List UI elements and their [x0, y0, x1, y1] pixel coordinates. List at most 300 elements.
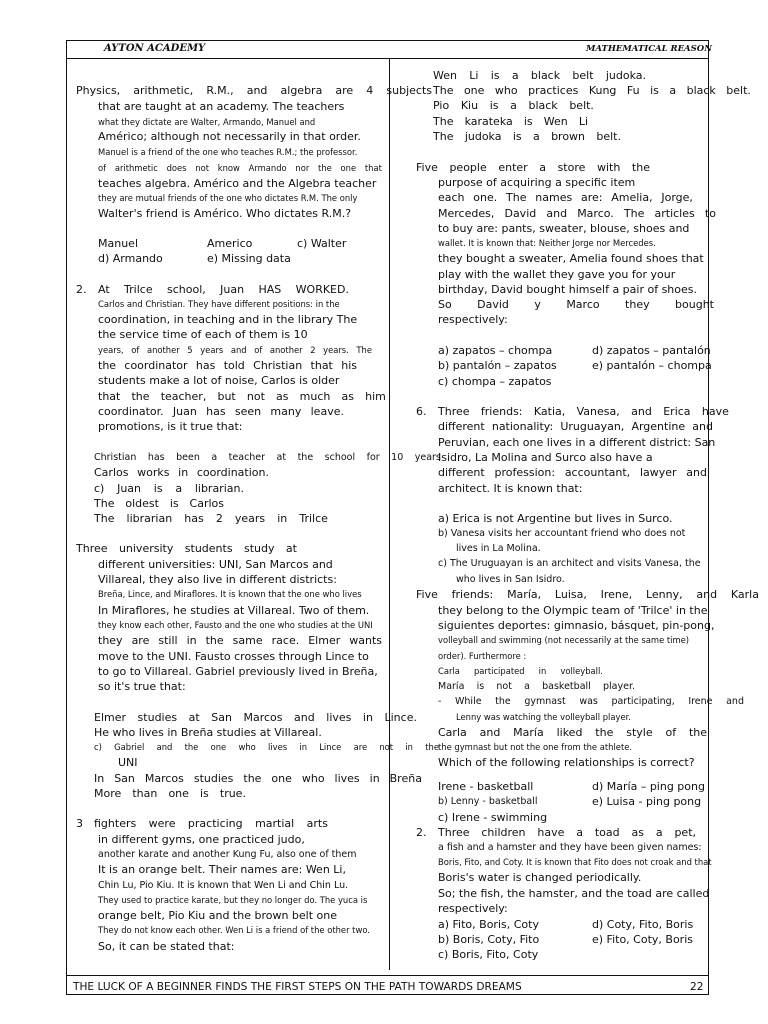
problem-1-line: they are mutual friends of the one who dictates R.M. The only [98, 193, 358, 203]
word: who [494, 84, 518, 97]
word: practices [528, 84, 579, 97]
word: black [530, 69, 561, 82]
word: The [433, 84, 454, 97]
word: seen [234, 405, 262, 418]
word: subjects [386, 84, 432, 97]
problem-8-line [438, 826, 696, 839]
word: player. [602, 681, 635, 692]
header-academy-name: AYTON ACADEMY [104, 43, 206, 54]
problem-2-line [98, 390, 386, 403]
problem-2-line: promotions, is it true that: [98, 420, 243, 433]
word: in [277, 512, 288, 525]
word: volleyball. [560, 666, 603, 676]
word: Armando [248, 163, 287, 173]
word: students [184, 542, 233, 555]
word: brown [551, 130, 586, 143]
problem-2-line [98, 359, 357, 372]
problem-5-line: birthday, David bought himself a pair of shoes. [438, 283, 698, 296]
word: one [210, 742, 227, 752]
word: Fu [626, 84, 640, 97]
problem-5-line: purpose of acquiring a specific item [438, 176, 636, 189]
answer-option: Irene - basketball [438, 780, 534, 793]
word: the [205, 634, 224, 647]
header-section-title: MATHEMATICAL REASON [586, 44, 712, 54]
word: arithmetic [114, 163, 158, 173]
clue-item: a) Erica is not Argentine but lives in Surco. [438, 512, 673, 525]
word: the [631, 161, 650, 174]
word: Carlos [94, 466, 129, 479]
word: at [285, 542, 297, 555]
problem-1-line [76, 84, 432, 97]
answer-option: d) zapatos – pantalón [592, 344, 711, 357]
word: librarian [126, 512, 173, 525]
word: The [94, 512, 115, 525]
problem-2-line: Carlos and Christian. They have different positions: in the [98, 299, 340, 309]
word: study [243, 542, 275, 555]
word: coordinator. [98, 405, 164, 418]
word: Katia, [533, 405, 566, 418]
word: they [625, 298, 650, 311]
answer-option [94, 741, 439, 754]
word: the [495, 696, 511, 707]
word: The [433, 130, 454, 143]
clue-item: Lenny was watching the volleyball player. [456, 712, 631, 722]
word: Christian [253, 359, 303, 372]
answer-option: e) Fito, Coty, Boris [592, 933, 693, 946]
problem-5-line: respectively: [438, 313, 508, 326]
problem-5-line: they bought a sweater, Amelia found shoes that [438, 252, 704, 265]
word: teacher [228, 452, 266, 463]
word: Mercedes, [438, 207, 495, 220]
problem-3-line: Villareal, they also live in different districts: [98, 573, 337, 586]
word: The [506, 191, 527, 204]
word: in [186, 634, 197, 647]
word: and [294, 711, 315, 724]
word: Lince. [384, 711, 417, 724]
problem-number: 2. [76, 283, 87, 296]
answer-option [433, 84, 751, 97]
problem-3-line: different universities: UNI, San Marcos and [98, 558, 333, 571]
answer-option: a) Fito, Boris, Coty [438, 918, 539, 931]
word: teacher, [160, 390, 207, 403]
problem-1-line: Walter's friend is Américo. Who dictates R.M.? [98, 207, 352, 220]
problem-1-line: teaches algebra. Américo and the Algebra teacher [98, 177, 377, 190]
word: Wen [433, 69, 457, 82]
word: belt [572, 69, 594, 82]
problem-4-line: orange belt, Pio Kiu and the brown belt one [98, 909, 338, 922]
word: is [512, 130, 522, 143]
word: with [596, 161, 621, 174]
problem-number: 6. [416, 405, 427, 418]
problem-6-line: Isidro, La Molina and Surco also have a [438, 451, 653, 464]
problem-4-line: They do not know each other. Wen Li is a friend of the other two. [98, 925, 370, 935]
word: accountant, [564, 466, 631, 479]
answer-option: c) Boris, Fito, Coty [438, 948, 539, 961]
word: Juan [117, 482, 142, 495]
answer-option [94, 497, 224, 510]
word: and [479, 726, 501, 739]
word: In [94, 772, 105, 785]
word: have [537, 826, 565, 839]
answer-option: d) Armando [98, 252, 163, 265]
word: in [362, 711, 373, 724]
word: in [369, 772, 380, 785]
word: that [310, 359, 333, 372]
word: in [538, 666, 547, 676]
word: lives [267, 742, 288, 752]
word: Irene [688, 696, 713, 707]
word: works [137, 466, 170, 479]
word: the [243, 772, 262, 785]
word: 2 [215, 512, 223, 525]
word: is [200, 787, 209, 800]
clue-item: lives in La Molina. [456, 543, 541, 554]
word: his [341, 359, 357, 372]
word: were [148, 817, 176, 830]
answer-option: b) Lenny - basketball [438, 796, 538, 807]
word: librarian. [194, 482, 244, 495]
problem-4-line: Chin Lu, Pio Kiu. It is known that Wen Li and Chin Lu. [98, 880, 349, 891]
word: than [132, 787, 158, 800]
clue-item: who lives in San Isidro. [456, 574, 565, 585]
word: and [686, 466, 707, 479]
word: fighters [94, 817, 137, 830]
word: same [232, 634, 263, 647]
header-rule [66, 58, 709, 59]
word: nor [295, 163, 310, 173]
word: toad [594, 826, 620, 839]
word: Erica [663, 405, 691, 418]
problem-7-question: Which of the following relationships is correct? [438, 756, 695, 769]
word: - [438, 696, 442, 707]
word: belt. [726, 84, 751, 97]
problem-6-line: architect. It is known that: [438, 482, 583, 495]
problem-3-line: In Miraflores, he studies at Villareal. Two of them. [98, 604, 370, 617]
problem-5-line [438, 207, 716, 220]
word: not [195, 163, 209, 173]
word: as [341, 390, 355, 403]
word: Physics, [76, 84, 121, 97]
word: Five [416, 161, 438, 174]
word: Three [76, 542, 108, 555]
word: a [669, 84, 677, 97]
word: each [438, 191, 465, 204]
word: The [94, 497, 115, 510]
word: María [438, 681, 465, 692]
word: children [481, 826, 526, 839]
page-number: 22 [690, 981, 704, 993]
word: Marco. [577, 207, 614, 220]
answer-option: c) Irene - swimming [438, 811, 548, 824]
word: different [438, 420, 485, 433]
word: style [626, 726, 653, 739]
word: Breña [389, 772, 422, 785]
word: lives [334, 772, 360, 785]
word: studies [137, 711, 178, 724]
word: arithmetic, [133, 84, 194, 97]
word: who [301, 772, 325, 785]
word: Wen [543, 115, 568, 128]
word: a [510, 99, 517, 112]
problem-7-line [416, 588, 759, 601]
problem-4-line: It is an orange belt. Their names are: Wen Li, [98, 863, 346, 876]
word: and [546, 207, 568, 220]
word: Gabriel [114, 742, 145, 752]
word: of [98, 163, 107, 173]
word: another [269, 345, 303, 355]
problem-5-line: wallet. It is known that: Neither Jorge nor Mercedes. [438, 238, 656, 248]
word: and [726, 696, 744, 707]
clue-item: the gymnast but not the one from the athlete. [438, 742, 633, 752]
clue-item [438, 680, 635, 693]
word: at [188, 711, 200, 724]
word: many [270, 405, 302, 418]
word: leave. [310, 405, 344, 418]
problem-8-line: a fish and a hamster and they have been given names: [438, 842, 702, 853]
word: karateka [464, 115, 513, 128]
footer-rule [66, 975, 709, 976]
problem-8-line: respectively: [438, 902, 508, 915]
word: WORKED. [295, 283, 349, 296]
word: So [438, 298, 452, 311]
word: oldest [125, 497, 159, 510]
word: While [455, 696, 482, 707]
word: the [184, 742, 199, 752]
footer-motto: THE LUCK OF A BEGINNER FINDS THE FIRST STEPS ON THE PATH TOWARDS DREAMS [73, 981, 522, 993]
answer-option: Americo [207, 237, 253, 250]
problem-2-line: the service time of each of them is 10 [98, 328, 308, 341]
word: has [195, 359, 216, 372]
word: years [234, 512, 266, 525]
word: at [276, 452, 287, 463]
word: one. [473, 191, 498, 204]
word: More [94, 787, 122, 800]
word: San [211, 711, 232, 724]
answer-option: He who lives in Breña studies at Villareal. [94, 726, 322, 739]
word: Jorge, [661, 191, 693, 204]
word: that [364, 163, 382, 173]
problem-7-line: they belong to the Olympic team of 'Trilce' in the [438, 604, 708, 617]
word: different [438, 466, 485, 479]
word: 10 [391, 452, 404, 463]
word: race. [271, 634, 300, 647]
problem-7-line: order). Furthermore : [438, 651, 527, 661]
word: Marcos [243, 711, 283, 724]
word: is [650, 84, 659, 97]
word: Uruguayan, [560, 420, 625, 433]
word: in [299, 742, 308, 752]
word: participated [473, 666, 525, 676]
word: enter [498, 161, 528, 174]
word: a [539, 161, 546, 174]
answer-option: Manuel [98, 237, 138, 250]
word: The [433, 115, 454, 128]
word: the [318, 163, 332, 173]
word: Carla [438, 726, 467, 739]
word: one [340, 163, 357, 173]
word: belt. [569, 99, 594, 112]
problem-2-line [98, 283, 349, 296]
problem-4-line [94, 817, 328, 830]
word: for [366, 452, 380, 463]
word: university [118, 542, 174, 555]
word: Three [438, 405, 470, 418]
word: a [524, 681, 530, 692]
word: much [299, 390, 331, 403]
word: articles [654, 207, 695, 220]
word: is [476, 681, 485, 692]
answer-option [94, 772, 422, 785]
word: Carla [438, 666, 460, 676]
word: a [211, 452, 218, 463]
column-divider [389, 58, 390, 970]
word: and [631, 405, 652, 418]
word: is [490, 69, 500, 82]
word: him [365, 390, 386, 403]
word: not [246, 390, 265, 403]
word: is [523, 115, 533, 128]
problem-2-line: students make a lot of noise, Carlos is older [98, 374, 340, 387]
word: a [532, 130, 540, 143]
word: y [534, 298, 541, 311]
answer-option [433, 69, 646, 82]
word: judoka. [605, 69, 646, 82]
word: The [623, 207, 645, 220]
word: one [271, 772, 292, 785]
word: liked [556, 726, 583, 739]
word: belt. [596, 130, 621, 143]
word: in [405, 742, 413, 752]
word: Elmer [94, 711, 127, 724]
answer-option [94, 512, 328, 525]
problem-3-line: so it's true that: [98, 680, 186, 693]
problem-5-line [438, 298, 714, 311]
word: and [156, 742, 173, 752]
word: a [175, 482, 183, 495]
word: Lince [319, 742, 342, 752]
problem-7-line: siguientes deportes: gimnasio, básquet, pin-pong, [438, 619, 715, 632]
problem-6-line [438, 405, 729, 418]
word: algebra [280, 84, 323, 97]
word: does [166, 163, 187, 173]
word: judoka [464, 130, 502, 143]
word: is [169, 497, 179, 510]
word: a [655, 826, 663, 839]
problem-5-line [438, 191, 693, 204]
answer-option: e) Missing data [207, 252, 291, 265]
word: Juan [220, 283, 245, 296]
answer-option [94, 787, 246, 800]
problem-4-line: another karate and another Kung Fu, also one of them [98, 849, 357, 860]
word: and [696, 588, 718, 601]
answer-option [94, 451, 441, 464]
answer-option: b) pantalón – zapatos [438, 359, 557, 372]
clue-item: c) The Uruguayan is an architect and visits Vanesa, the [438, 558, 701, 569]
word: true. [219, 787, 246, 800]
clue-item: b) Vanesa visits her accountant friend who does not [438, 528, 686, 539]
word: school, [167, 283, 206, 296]
word: the [425, 742, 439, 752]
word: years [200, 345, 224, 355]
answer-option: d) Coty, Fito, Boris [592, 918, 694, 931]
word: pet, [674, 826, 696, 839]
word: has [184, 512, 204, 525]
word: Luisa, [554, 588, 587, 601]
problem-2-line [98, 405, 344, 418]
word: practicing [187, 817, 243, 830]
word: who [238, 742, 256, 752]
word: years [414, 452, 441, 463]
word: not [379, 742, 394, 752]
problem-4-line: They used to practice karate, but they no longer do. The yuca is [98, 895, 368, 905]
problem-4-line: So, it can be stated that: [98, 940, 235, 953]
word: basketball [542, 681, 591, 692]
problem-1-line: what they dictate are Walter, Armando, Manuel and [98, 117, 316, 127]
word: black [686, 84, 716, 97]
answer-option: UNI [118, 756, 138, 769]
answer-option [433, 130, 621, 143]
word: has [206, 405, 226, 418]
problem-6-line [438, 466, 707, 479]
word: store [557, 161, 586, 174]
word: are [131, 634, 150, 647]
word: school [324, 452, 356, 463]
word: as [631, 826, 644, 839]
word: Five [416, 588, 438, 601]
word: c) [94, 742, 102, 752]
word: know [217, 163, 240, 173]
answer-option: d) María – ping pong [592, 780, 705, 793]
word: The [356, 345, 372, 355]
word: is [153, 482, 163, 495]
problem-1-line: Américo; although not necessarily in that order. [98, 130, 361, 143]
word: a [576, 826, 583, 839]
word: David [504, 207, 537, 220]
word: Carlos [189, 497, 224, 510]
word: Li [469, 69, 479, 82]
problem-5-line: play with the wallet they gave you for your [438, 268, 676, 281]
problem-2-line [98, 344, 372, 357]
word: have [701, 405, 729, 418]
word: as [276, 390, 289, 403]
problem-number: 2. [416, 826, 427, 839]
word: Kung [588, 84, 617, 97]
word: Amelia, [611, 191, 653, 204]
word: Li [578, 115, 588, 128]
word: the [297, 452, 314, 463]
word: to [704, 207, 716, 220]
problem-6-line [438, 420, 713, 433]
problem-1-line [98, 162, 382, 175]
word: Christian [94, 452, 137, 463]
word: arts [306, 817, 328, 830]
word: friends: [480, 405, 523, 418]
answer-option [94, 466, 269, 479]
answer-option: e) pantalón – chompa [592, 359, 712, 372]
word: nationality: [491, 420, 554, 433]
word: David [477, 298, 509, 311]
word: of [254, 345, 263, 355]
word: martial [255, 817, 295, 830]
word: lawyer [639, 466, 677, 479]
problem-1-line: that are taught at an academy. The teachers [98, 100, 345, 113]
problem-3-line: Breña, Lince, and Miraflores. It is known that the one who lives [98, 589, 362, 599]
answer-option: e) Luisa - ping pong [592, 795, 702, 808]
word: Karla [730, 588, 759, 601]
word: gymnast [524, 696, 566, 707]
word: studies [193, 772, 234, 785]
word: is [489, 99, 499, 112]
